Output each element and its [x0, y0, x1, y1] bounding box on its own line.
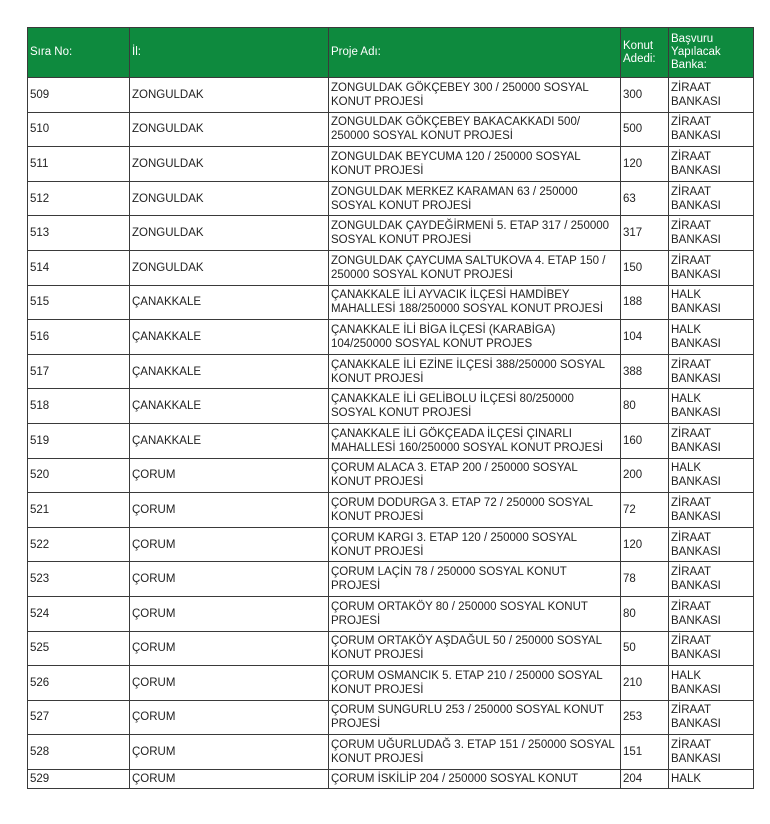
row-sira-no: 516 — [28, 320, 130, 355]
row-il: ÇORUM — [130, 666, 329, 701]
row-il: ÇORUM — [130, 735, 329, 770]
table-row — [28, 735, 754, 770]
row-konut-adedi: 80 — [621, 596, 669, 631]
row-il: ÇORUM — [130, 631, 329, 666]
row-il: ZONGULDAK — [130, 147, 329, 182]
row-banka: ZİRAAT BANKASI — [669, 354, 754, 389]
table-row — [28, 320, 754, 355]
table-row — [28, 181, 754, 216]
row-il: ZONGULDAK — [130, 250, 329, 285]
row-banka: ZİRAAT BANKASI — [669, 493, 754, 528]
row-banka: ZİRAAT BANKASI — [669, 112, 754, 147]
row-il: ZONGULDAK — [130, 112, 329, 147]
row-sira-no: 511 — [28, 147, 130, 182]
row-proje-adi: ÇORUM İSKİLİP 204 / 250000 SOSYAL KONUT — [329, 769, 621, 788]
row-banka: ZİRAAT BANKASI — [669, 216, 754, 251]
row-proje-adi: ÇORUM ALACA 3. ETAP 200 / 250000 SOSYAL KONUT PROJESİ — [329, 458, 621, 493]
header-proje-adi: Proje Adı: — [329, 28, 621, 78]
row-banka: ZİRAAT BANKASI — [669, 631, 754, 666]
row-konut-adedi: 104 — [621, 320, 669, 355]
row-sira-no: 523 — [28, 562, 130, 597]
row-konut-adedi: 317 — [621, 216, 669, 251]
table-header-row — [28, 28, 754, 78]
row-proje-adi: ÇORUM ORTAKÖY 80 / 250000 SOSYAL KONUT PROJESİ — [329, 596, 621, 631]
row-proje-adi: ÇORUM LAÇİN 78 / 250000 SOSYAL KONUT PROJESİ — [329, 562, 621, 597]
row-banka: ZİRAAT BANKASI — [669, 700, 754, 735]
table-row — [28, 147, 754, 182]
row-proje-adi: ZONGULDAK BEYCUMA 120 / 250000 SOSYAL KONUT PROJESİ — [329, 147, 621, 182]
row-il: ÇANAKKALE — [130, 423, 329, 458]
header-banka: Başvuru Yapılacak Banka: — [669, 28, 754, 78]
housing-projects-table — [27, 27, 754, 789]
row-proje-adi: ZONGULDAK ÇAYCUMA SALTUKOVA 4. ETAP 150 / 250000 SOSYAL KONUT PROJESİ — [329, 250, 621, 285]
row-sira-no: 509 — [28, 78, 130, 113]
table-row — [28, 423, 754, 458]
row-sira-no: 520 — [28, 458, 130, 493]
row-sira-no: 515 — [28, 285, 130, 320]
row-proje-adi: ZONGULDAK GÖKÇEBEY BAKACAKKADI 500/ 250000 SOSYAL KONUT PROJESİ — [329, 112, 621, 147]
header-il: İl: — [130, 28, 329, 78]
row-konut-adedi: 200 — [621, 458, 669, 493]
row-proje-adi: ZONGULDAK ÇAYDEĞİRMENİ 5. ETAP 317 / 250000 SOSYAL KONUT PROJESİ — [329, 216, 621, 251]
row-konut-adedi: 204 — [621, 769, 669, 788]
row-konut-adedi: 160 — [621, 423, 669, 458]
row-il: ÇANAKKALE — [130, 285, 329, 320]
table-row — [28, 596, 754, 631]
row-il: ÇANAKKALE — [130, 354, 329, 389]
table-row — [28, 458, 754, 493]
row-il: ÇORUM — [130, 458, 329, 493]
row-sira-no: 518 — [28, 389, 130, 424]
row-proje-adi: ÇORUM SUNGURLU 253 / 250000 SOSYAL KONUT PROJESİ — [329, 700, 621, 735]
row-proje-adi: ÇORUM UĞURLUDAĞ 3. ETAP 151 / 250000 SOSYAL KONUT PROJESİ — [329, 735, 621, 770]
row-sira-no: 526 — [28, 666, 130, 701]
row-sira-no: 527 — [28, 700, 130, 735]
table-row — [28, 769, 754, 788]
table-row — [28, 112, 754, 147]
table-row — [28, 700, 754, 735]
header-sira-no: Sıra No: — [28, 28, 130, 78]
row-sira-no: 513 — [28, 216, 130, 251]
row-sira-no: 519 — [28, 423, 130, 458]
row-il: ÇORUM — [130, 562, 329, 597]
row-konut-adedi: 210 — [621, 666, 669, 701]
row-konut-adedi: 72 — [621, 493, 669, 528]
row-il: ZONGULDAK — [130, 216, 329, 251]
row-il: ÇANAKKALE — [130, 320, 329, 355]
row-proje-adi: ÇANAKKALE İLİ GÖKÇEADA İLÇESİ ÇINARLI MAHALLESİ 160/250000 SOSYAL KONUT PROJESİ — [329, 423, 621, 458]
table-row — [28, 631, 754, 666]
row-konut-adedi: 500 — [621, 112, 669, 147]
row-proje-adi: ÇORUM OSMANCIK 5. ETAP 210 / 250000 SOSYAL KONUT PROJESİ — [329, 666, 621, 701]
row-il: ÇORUM — [130, 596, 329, 631]
row-konut-adedi: 300 — [621, 78, 669, 113]
row-konut-adedi: 120 — [621, 527, 669, 562]
row-banka: ZİRAAT BANKASI — [669, 78, 754, 113]
row-banka: ZİRAAT BANKASI — [669, 147, 754, 182]
row-sira-no: 514 — [28, 250, 130, 285]
row-il: ÇORUM — [130, 769, 329, 788]
row-proje-adi: ÇANAKKALE İLİ EZİNE İLÇESİ 388/250000 SOSYAL KONUT PROJESİ — [329, 354, 621, 389]
row-konut-adedi: 151 — [621, 735, 669, 770]
row-proje-adi: ZONGULDAK MERKEZ KARAMAN 63 / 250000 SOSYAL KONUT PROJESİ — [329, 181, 621, 216]
table-row — [28, 389, 754, 424]
row-banka: ZİRAAT BANKASI — [669, 596, 754, 631]
table-row — [28, 78, 754, 113]
row-banka: ZİRAAT BANKASI — [669, 250, 754, 285]
table-row — [28, 216, 754, 251]
row-proje-adi: ÇORUM DODURGA 3. ETAP 72 / 250000 SOSYAL KONUT PROJESİ — [329, 493, 621, 528]
row-sira-no: 525 — [28, 631, 130, 666]
row-proje-adi: ÇORUM ORTAKÖY AŞDAĞUL 50 / 250000 SOSYAL KONUT PROJESİ — [329, 631, 621, 666]
row-banka: HALK BANKASI — [669, 320, 754, 355]
row-il: ÇORUM — [130, 493, 329, 528]
row-sira-no: 528 — [28, 735, 130, 770]
row-proje-adi: ZONGULDAK GÖKÇEBEY 300 / 250000 SOSYAL KONUT PROJESİ — [329, 78, 621, 113]
row-proje-adi: ÇANAKKALE İLİ GELİBOLU İLÇESİ 80/250000 SOSYAL KONUT PROJESİ — [329, 389, 621, 424]
row-banka: ZİRAAT BANKASI — [669, 562, 754, 597]
row-sira-no: 517 — [28, 354, 130, 389]
row-banka: ZİRAAT BANKASI — [669, 423, 754, 458]
table-row — [28, 527, 754, 562]
row-sira-no: 521 — [28, 493, 130, 528]
table-row — [28, 285, 754, 320]
row-konut-adedi: 63 — [621, 181, 669, 216]
row-banka: HALK BANKASI — [669, 458, 754, 493]
row-konut-adedi: 120 — [621, 147, 669, 182]
row-sira-no: 524 — [28, 596, 130, 631]
table-row — [28, 666, 754, 701]
header-konut-adedi: Konut Adedi: — [621, 28, 669, 78]
row-il: ÇANAKKALE — [130, 389, 329, 424]
table-row — [28, 354, 754, 389]
row-il: ZONGULDAK — [130, 181, 329, 216]
row-konut-adedi: 188 — [621, 285, 669, 320]
row-banka: ZİRAAT BANKASI — [669, 181, 754, 216]
row-konut-adedi: 50 — [621, 631, 669, 666]
row-il: ÇORUM — [130, 700, 329, 735]
row-sira-no: 529 — [28, 769, 130, 788]
row-sira-no: 522 — [28, 527, 130, 562]
row-banka: HALK BANKASI — [669, 389, 754, 424]
row-proje-adi: ÇORUM KARGI 3. ETAP 120 / 250000 SOSYAL KONUT PROJESİ — [329, 527, 621, 562]
table-row — [28, 562, 754, 597]
row-konut-adedi: 150 — [621, 250, 669, 285]
table-row — [28, 250, 754, 285]
row-il: ÇORUM — [130, 527, 329, 562]
row-konut-adedi: 388 — [621, 354, 669, 389]
row-proje-adi: ÇANAKKALE İLİ AYVACIK İLÇESİ HAMDİBEY MAHALLESİ 188/250000 SOSYAL KONUT PROJESİ — [329, 285, 621, 320]
row-banka: HALK BANKASI — [669, 666, 754, 701]
row-sira-no: 512 — [28, 181, 130, 216]
row-banka: ZİRAAT BANKASI — [669, 527, 754, 562]
row-il: ZONGULDAK — [130, 78, 329, 113]
row-konut-adedi: 78 — [621, 562, 669, 597]
row-sira-no: 510 — [28, 112, 130, 147]
row-banka: HALK — [669, 769, 754, 788]
table-row — [28, 493, 754, 528]
row-banka: HALK BANKASI — [669, 285, 754, 320]
row-proje-adi: ÇANAKKALE İLİ BİGA İLÇESİ (KARABİGA) 104/250000 SOSYAL KONUT PROJES — [329, 320, 621, 355]
row-konut-adedi: 253 — [621, 700, 669, 735]
row-konut-adedi: 80 — [621, 389, 669, 424]
row-banka: ZİRAAT BANKASI — [669, 735, 754, 770]
